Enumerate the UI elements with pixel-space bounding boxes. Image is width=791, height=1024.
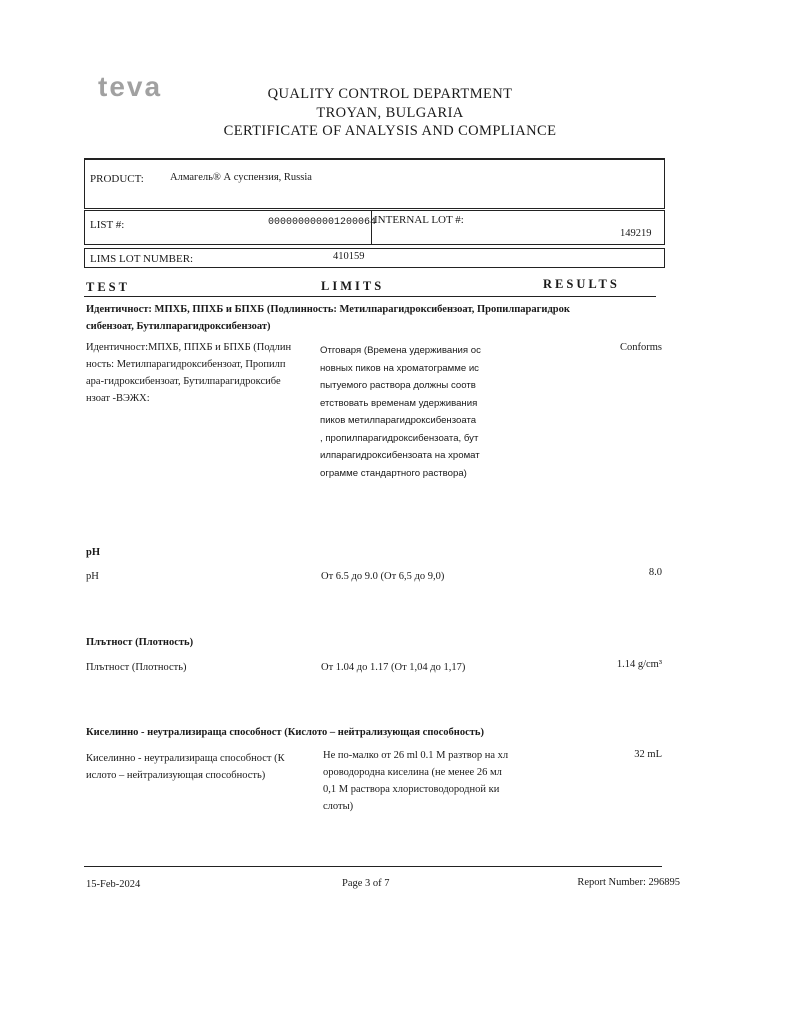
column-test: TEST [86, 280, 130, 294]
density-heading: Плътност (Плотность) [86, 637, 194, 648]
ph-heading: pH [86, 547, 101, 558]
department-title: QUALITY CONTROL DEPARTMENT [267, 86, 513, 102]
identity-heading: Идентичност: МПХБ, ППХБ и БПХБ (Подлинность: Метилпарагидроксибензоат, Пропилпарагидрок сибензоат, Бутилпарагидроксибензоат) [86, 304, 570, 332]
lims-label: LIMS LOT NUMBER: [90, 253, 194, 265]
footer-date: 15-Feb-2024 [86, 879, 141, 890]
internal-lot-value: 149219 [620, 228, 652, 239]
footer-divider [84, 866, 662, 867]
density-test: Плътност (Плотность) [86, 662, 187, 673]
certificate-title: CERTIFICATE OF ANALYSIS AND COMPLIANCE [223, 123, 557, 139]
product-label: PRODUCT: [90, 173, 144, 185]
lims-value: 410159 [333, 251, 365, 262]
footer-report: Report Number: 296895 [577, 877, 680, 888]
list-label: LIST #: [90, 219, 125, 231]
ph-limit: От 6.5 до 9.0 (От 6,5 до 9,0) [321, 571, 445, 582]
anc-heading: Киселинно - неутрализираща способност (Кислото – нейтрализующая способность) [86, 727, 484, 738]
column-results: RESULTS [543, 277, 620, 291]
ph-result: 8.0 [648, 567, 662, 578]
identity-limit: Отговаря (Времена удерживания ос новных пиков на хроматограмме ис пытуемого раствора должны соотв етствовать временам удерживания пиков метилпарагидроксибензоата , пропилпарагидроксибензоата, бут илпарагидроксибензоата на хромат ограмме стандартного раствора) [320, 345, 481, 479]
ph-test: pH [86, 571, 99, 582]
svg-text:teva: teva [98, 71, 163, 102]
column-divider [84, 296, 656, 297]
anc-result: 32 mL [634, 749, 662, 760]
anc-test: Киселинно - неутрализираща способност (К ислото – нейтрализующая способность) [86, 753, 285, 781]
identity-result: Conforms [620, 342, 662, 353]
location-title: TROYAN, BULGARIA [316, 105, 464, 121]
footer-page: Page 3 of 7 [342, 878, 390, 889]
product-box [84, 158, 665, 209]
column-limits: LIMITS [321, 279, 385, 293]
anc-limit: Не по-малко от 26 ml 0.1 М разтвор на хл ороводородна киселина (не менее 26 мл 0,1 М раствора хлористоводородной ки слоты) [323, 750, 509, 812]
product-value: Алмагель® А суспензия, Russia [170, 172, 312, 183]
internal-lot-label: INTERNAL LOT #: [374, 214, 464, 226]
density-result: 1.14 g/cm³ [616, 659, 662, 670]
identity-test: Идентичност:МПХБ, ППХБ и БПХБ (Подлин ность: Метилпарагидроксибензоат, Пропилп ара-гидроксибензоат, Бутилпарагидроксибе нзоат -ВЭЖХ: [86, 342, 292, 404]
list-value: 000000000001200064 [268, 217, 377, 228]
density-limit: От 1.04 до 1.17 (От 1,04 до 1,17) [321, 662, 466, 673]
